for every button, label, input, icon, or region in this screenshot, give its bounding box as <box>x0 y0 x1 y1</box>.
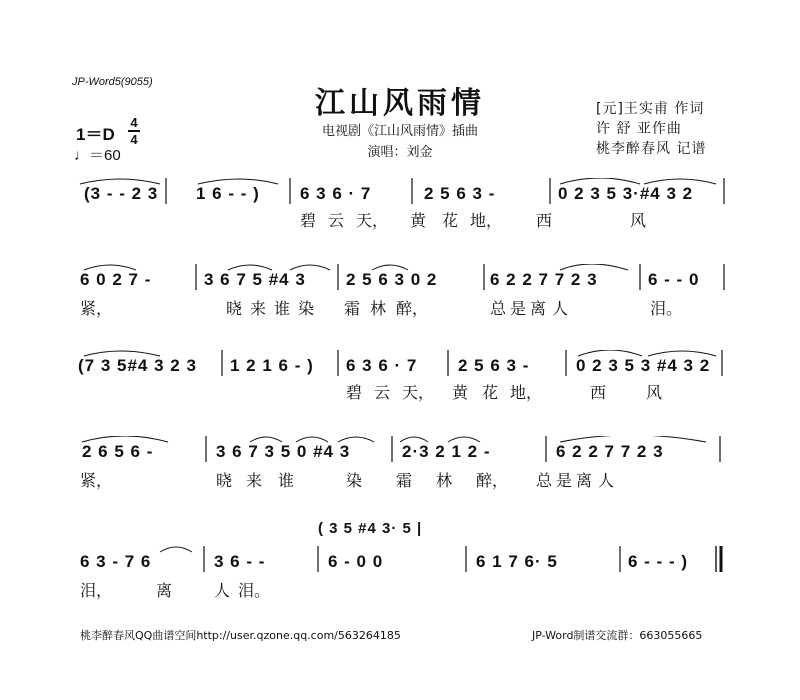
footer-qq-space: 桃李醉春风QQ曲谱空间http://user.qzone.qq.com/563264185 <box>80 629 401 642</box>
lyric: 地， <box>470 211 503 230</box>
lyric: 染 <box>346 471 363 490</box>
lyric: 天， <box>402 383 435 402</box>
measure-1-2: 1 6 - - ) <box>196 184 260 203</box>
measure-3-5: 0 2 3 5 3 #4 3 2 <box>576 356 711 375</box>
singer-credit: 演唱：刘金 <box>367 145 433 160</box>
lyric: 总 <box>536 471 553 490</box>
lyric: 碧 <box>300 211 317 230</box>
lyric: 泪。 <box>238 581 271 600</box>
lyric: 黄 <box>452 383 469 402</box>
lyric: 林 <box>370 299 387 318</box>
score-line-3 <box>0 350 800 386</box>
measure-1-5: 0 2 3 5 3·#4 3 2 <box>558 184 694 203</box>
lyric: 霜 <box>396 471 413 490</box>
lyric: 人 <box>214 581 231 600</box>
lyric: 人 <box>598 471 615 490</box>
lyric: 西 <box>590 383 607 402</box>
lyric: 谁 <box>274 299 291 318</box>
lyric: 离 <box>530 299 547 318</box>
measure-1-3: 6 3 6 · 7 <box>300 184 372 203</box>
lyric: 云 <box>374 383 391 402</box>
score-line-2 <box>0 264 800 300</box>
measure-5-4: 6 1 7 6· 5 <box>476 552 558 571</box>
measure-1-1: (3 - - 2 3 <box>84 184 159 203</box>
lyric: 谁 <box>278 471 295 490</box>
score-line-4 <box>0 436 800 472</box>
transcriber-credit: 桃李醉春风 记谱 <box>596 141 707 157</box>
measure-2-2: 3 6 7 5 #4 3 <box>204 270 306 289</box>
lyric: 黄 <box>410 211 427 230</box>
lyric: 林 <box>436 471 453 490</box>
lyric: 风 <box>646 383 663 402</box>
measure-3-2: 1 2 1 6 - ) <box>230 356 314 375</box>
software-label: JP-Word5(9055) <box>72 76 153 88</box>
measure-4-4: 6 2 2 7 7 2 3 <box>556 442 664 461</box>
score-line-1 <box>0 178 800 214</box>
measure-2-4: 6 2 2 7 7 2 3 <box>490 270 598 289</box>
lyric: 云 <box>328 211 345 230</box>
lyric: 天， <box>356 211 389 230</box>
lyric: 紧， <box>80 471 113 490</box>
measure-4-2: 3 6 7 3 5 0 #4 3 <box>216 442 351 461</box>
lyric: 来 <box>246 471 263 490</box>
key-signature: 1＝D <box>76 125 115 144</box>
lyric: 地， <box>510 383 543 402</box>
measure-4-3: 2·3 2 1 2 - <box>402 442 491 461</box>
lyric: 花 <box>442 211 459 230</box>
lyric: 人 <box>552 299 569 318</box>
lyric: 风 <box>630 211 647 230</box>
footer-group: JP-Word制谱交流群：663055665 <box>532 629 703 642</box>
lyric: 西 <box>536 211 553 230</box>
lyric: 是 <box>510 299 527 318</box>
measure-4-1: 2 6 5 6 - <box>82 442 154 461</box>
lyric: 离 <box>156 581 173 600</box>
lyric: 泪， <box>80 581 113 600</box>
measure-3-1: (7 3 5#4 3 2 3 <box>78 356 197 375</box>
lyric: 晓 <box>216 471 233 490</box>
measure-5-3: 6 - 0 0 <box>328 552 384 571</box>
lyric: 花 <box>482 383 499 402</box>
lyric: 染 <box>298 299 315 318</box>
measure-2-5: 6 - - 0 <box>648 270 700 289</box>
lyric: 醉， <box>396 299 429 318</box>
lyric: 泪。 <box>650 299 683 318</box>
lyric: 来 <box>250 299 267 318</box>
lyric: 离 <box>576 471 593 490</box>
interlude-phrase: ( 3 5 #4 3· 5 | <box>318 520 423 537</box>
measure-5-5: 6 - - - ) <box>628 552 688 571</box>
measure-5-2: 3 6 - - <box>214 552 266 571</box>
lyricist-credit: [元]王实甫 作词 <box>596 101 705 117</box>
lyric: 醉， <box>476 471 509 490</box>
measure-5-1: 6 3 - 7 6 <box>80 552 152 571</box>
measure-2-1: 6 0 2 7 - <box>80 270 152 289</box>
time-signature-bottom: 4 <box>130 132 138 147</box>
measure-1-4: 2 5 6 3 - <box>424 184 496 203</box>
lyric: 晓 <box>226 299 243 318</box>
composer-credit: 许 舒 亚作曲 <box>596 121 682 137</box>
score-line-5 <box>0 546 800 582</box>
lyric: 霜 <box>344 299 361 318</box>
lyric: 总 <box>490 299 507 318</box>
measure-2-3: 2 5 6 3 0 2 <box>346 270 438 289</box>
time-signature <box>128 116 140 146</box>
time-signature-top: 4 <box>130 115 138 130</box>
song-title: 江山风雨情 <box>315 86 485 121</box>
lyric: 紧， <box>80 299 113 318</box>
song-subtitle: 电视剧《江山风雨情》插曲 <box>321 124 478 139</box>
measure-3-4: 2 5 6 3 - <box>458 356 530 375</box>
tempo-marking: ♩＝60 <box>74 147 121 164</box>
lyric: 是 <box>556 471 573 490</box>
measure-3-3: 6 3 6 · 7 <box>346 356 418 375</box>
lyric: 碧 <box>346 383 363 402</box>
